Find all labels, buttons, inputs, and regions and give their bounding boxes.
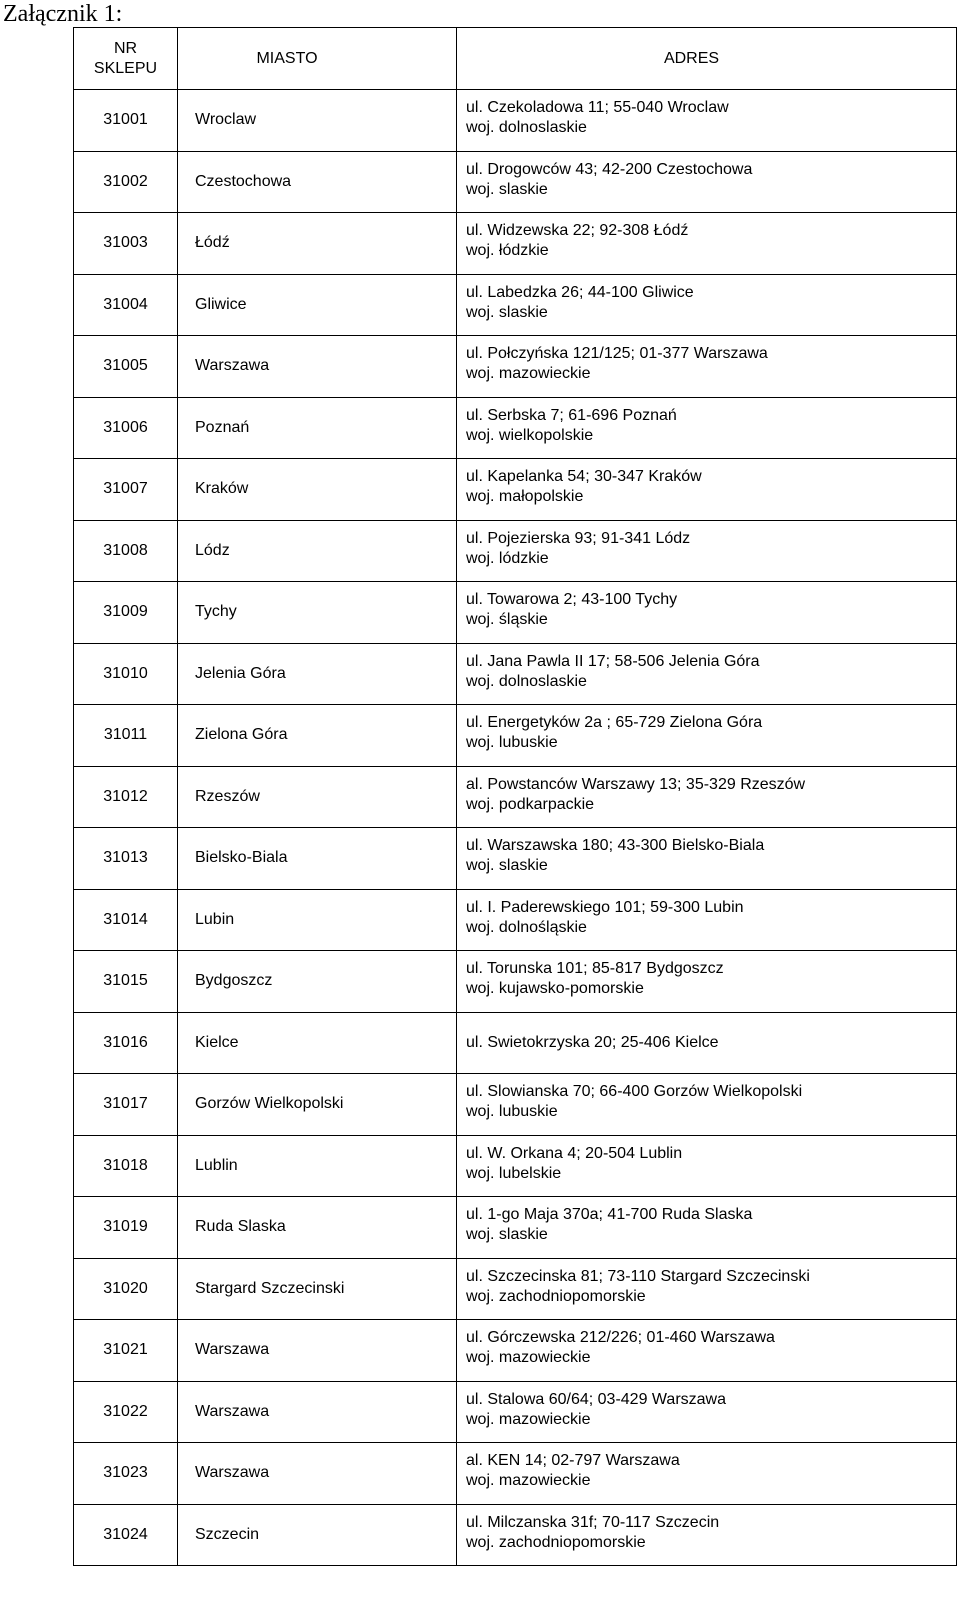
table-row xyxy=(74,274,957,336)
address-province: woj. slaskie xyxy=(466,857,548,874)
store-city: Poznań xyxy=(178,397,457,459)
store-city: Gliwice xyxy=(178,274,457,336)
address-province: woj. zachodniopomorskie xyxy=(466,1533,646,1551)
store-city: Wroclaw xyxy=(178,90,457,152)
address-street: ul. Swietokrzyska 20; 25-406 Kielce xyxy=(466,1033,719,1051)
store-address xyxy=(457,520,957,582)
table-row xyxy=(74,1258,957,1320)
header-nr-line1: NR xyxy=(113,39,138,57)
table-row xyxy=(74,1135,957,1197)
address-street: ul. Kapelanka 54; 30-347 Kraków xyxy=(466,468,702,485)
store-city: Lubin xyxy=(178,889,457,951)
store-city: Bielsko-Biala xyxy=(178,828,457,890)
store-address xyxy=(457,889,957,951)
store-city: Kielce xyxy=(178,1012,457,1074)
store-address xyxy=(457,1197,957,1259)
table-row xyxy=(74,151,957,213)
address-street: ul. Pojezierska 93; 91-341 Lódz xyxy=(466,529,691,547)
address-street: ul. Połczyńska 121/125; 01-377 Warszawa xyxy=(466,345,768,362)
store-number: 31011 xyxy=(74,705,178,767)
address-street: ul. Milczanska 31f; 70-117 Szczecin xyxy=(466,1513,720,1531)
store-address xyxy=(457,1135,957,1197)
address-province: woj. lubuskie xyxy=(466,1103,558,1120)
store-address xyxy=(457,151,957,213)
store-city: Gorzów Wielkopolski xyxy=(178,1074,457,1136)
store-city: Lódz xyxy=(178,520,457,582)
store-number: 31019 xyxy=(74,1197,178,1259)
address-province: woj. podkarpackie xyxy=(466,795,595,813)
store-number: 31001 xyxy=(74,90,178,152)
store-address xyxy=(457,1074,957,1136)
address-province: woj. zachodniopomorskie xyxy=(466,1287,646,1305)
address-street: ul. Towarowa 2; 43-100 Tychy xyxy=(466,591,678,608)
store-address xyxy=(457,1320,957,1382)
store-city: Szczecin xyxy=(178,1504,457,1566)
store-city: Łódź xyxy=(178,213,457,275)
header-nr-line2: SKLEPU xyxy=(93,59,158,77)
address-province: woj. śląskie xyxy=(466,611,548,628)
address-street: ul. Widzewska 22; 92-308 Łódź xyxy=(466,222,689,239)
address-province: woj. dolnośląskie xyxy=(466,918,587,936)
address-province: woj. lódzkie xyxy=(466,549,549,567)
table-row xyxy=(74,1012,957,1074)
store-number: 31013 xyxy=(74,828,178,890)
address-street: ul. Górczewska 212/226; 01-460 Warszawa xyxy=(466,1329,775,1346)
store-address xyxy=(457,397,957,459)
address-province: woj. lubelskie xyxy=(466,1164,562,1182)
store-number: 31004 xyxy=(74,274,178,336)
address-province: woj. mazowieckie xyxy=(466,1472,591,1489)
store-number: 31020 xyxy=(74,1258,178,1320)
store-number: 31022 xyxy=(74,1381,178,1443)
store-city: Bydgoszcz xyxy=(178,951,457,1013)
store-address xyxy=(457,1443,957,1505)
table-row xyxy=(74,397,957,459)
table-row xyxy=(74,1197,957,1259)
store-city: Jelenia Góra xyxy=(178,643,457,705)
store-number: 31014 xyxy=(74,889,178,951)
address-street: ul. Labedzka 26; 44-100 Gliwice xyxy=(466,283,694,301)
address-street: ul. Warszawska 180; 43-300 Bielsko-Biala xyxy=(466,837,765,854)
store-number: 31023 xyxy=(74,1443,178,1505)
header-address: ADRES xyxy=(457,28,957,90)
address-province: woj. slaskie xyxy=(466,180,548,198)
store-number: 31006 xyxy=(74,397,178,459)
table-row xyxy=(74,582,957,644)
store-address xyxy=(457,274,957,336)
address-province: woj. kujawsko-pomorskie xyxy=(466,980,644,997)
store-address xyxy=(457,1504,957,1566)
store-number: 31010 xyxy=(74,643,178,705)
store-number: 31017 xyxy=(74,1074,178,1136)
table-row xyxy=(74,1504,957,1566)
store-address xyxy=(457,705,957,767)
address-street: ul. Stalowa 60/64; 03-429 Warszawa xyxy=(466,1390,726,1408)
table-row xyxy=(74,1074,957,1136)
store-city: Warszawa xyxy=(178,336,457,398)
document-title: Załącznik 1: xyxy=(3,1,123,27)
table-header-row xyxy=(74,28,957,90)
address-street: ul. Energetyków 2a ; 65-729 Zielona Góra xyxy=(466,714,763,731)
store-number: 31007 xyxy=(74,459,178,521)
store-city: Czestochowa xyxy=(178,151,457,213)
store-city: Warszawa xyxy=(178,1381,457,1443)
store-address xyxy=(457,213,957,275)
address-province: woj. mazowieckie xyxy=(466,1349,591,1366)
store-address xyxy=(457,643,957,705)
table-row xyxy=(74,459,957,521)
store-address xyxy=(457,459,957,521)
address-province: woj. mazowieckie xyxy=(466,1410,591,1428)
table-row xyxy=(74,1381,957,1443)
address-province: woj. łódzkie xyxy=(466,242,549,259)
address-street: ul. Czekoladowa 11; 55-040 Wroclaw xyxy=(466,99,729,116)
address-province: woj. małopolskie xyxy=(466,488,584,505)
table-row xyxy=(74,213,957,275)
stores-table xyxy=(73,27,957,1566)
store-city: Warszawa xyxy=(178,1443,457,1505)
store-number: 31024 xyxy=(74,1504,178,1566)
store-number: 31016 xyxy=(74,1012,178,1074)
table-row xyxy=(74,1320,957,1382)
address-street: ul. Serbska 7; 61-696 Poznań xyxy=(466,406,677,424)
store-address xyxy=(457,336,957,398)
address-street: ul. Szczecinska 81; 73-110 Stargard Szczecinski xyxy=(466,1267,810,1285)
store-number: 31018 xyxy=(74,1135,178,1197)
address-street: ul. Jana Pawla II 17; 58-506 Jelenia Góra xyxy=(466,652,760,670)
store-city: Warszawa xyxy=(178,1320,457,1382)
store-number: 31008 xyxy=(74,520,178,582)
store-number: 31009 xyxy=(74,582,178,644)
store-number: 31003 xyxy=(74,213,178,275)
table-row xyxy=(74,951,957,1013)
table-row xyxy=(74,520,957,582)
table-row xyxy=(74,1443,957,1505)
store-address xyxy=(457,90,957,152)
address-province: woj. dolnoslaskie xyxy=(466,119,587,136)
address-province: woj. wielkopolskie xyxy=(466,426,594,444)
table-row xyxy=(74,705,957,767)
address-street: al. KEN 14; 02-797 Warszawa xyxy=(466,1452,680,1469)
table-row xyxy=(74,90,957,152)
store-city: Ruda Slaska xyxy=(178,1197,457,1259)
store-city: Tychy xyxy=(178,582,457,644)
store-address xyxy=(457,1381,957,1443)
store-city: Kraków xyxy=(178,459,457,521)
address-street: ul. Torunska 101; 85-817 Bydgoszcz xyxy=(466,960,724,977)
address-street: ul. Slowianska 70; 66-400 Gorzów Wielkopolski xyxy=(466,1083,803,1100)
address-province: woj. slaskie xyxy=(466,1226,548,1243)
store-address xyxy=(457,582,957,644)
store-address xyxy=(457,828,957,890)
header-store-number xyxy=(74,28,178,90)
address-province: woj. slaskie xyxy=(466,303,548,321)
table-row xyxy=(74,828,957,890)
store-address xyxy=(457,766,957,828)
address-street: al. Powstanców Warszawy 13; 35-329 Rzeszów xyxy=(466,775,806,793)
address-province: woj. dolnoslaskie xyxy=(466,672,587,690)
store-city: Zielona Góra xyxy=(178,705,457,767)
header-city: MIASTO xyxy=(178,28,457,90)
store-number: 31012 xyxy=(74,766,178,828)
address-street: ul. Drogowców 43; 42-200 Czestochowa xyxy=(466,160,753,178)
store-city: Stargard Szczecinski xyxy=(178,1258,457,1320)
store-city: Rzeszów xyxy=(178,766,457,828)
table-row xyxy=(74,643,957,705)
store-number: 31015 xyxy=(74,951,178,1013)
address-street: ul. W. Orkana 4; 20-504 Lublin xyxy=(466,1144,683,1162)
address-province: woj. mazowieckie xyxy=(466,365,591,382)
address-province: woj. lubuskie xyxy=(466,734,558,751)
table-row xyxy=(74,889,957,951)
table-row xyxy=(74,336,957,398)
store-city: Lublin xyxy=(178,1135,457,1197)
store-number: 31005 xyxy=(74,336,178,398)
store-number: 31021 xyxy=(74,1320,178,1382)
address-street: ul. I. Paderewskiego 101; 59-300 Lubin xyxy=(466,898,744,916)
store-address xyxy=(457,951,957,1013)
store-address xyxy=(457,1258,957,1320)
table-row xyxy=(74,766,957,828)
address-street: ul. 1-go Maja 370a; 41-700 Ruda Slaska xyxy=(466,1206,753,1223)
store-number: 31002 xyxy=(74,151,178,213)
store-address xyxy=(457,1012,957,1074)
